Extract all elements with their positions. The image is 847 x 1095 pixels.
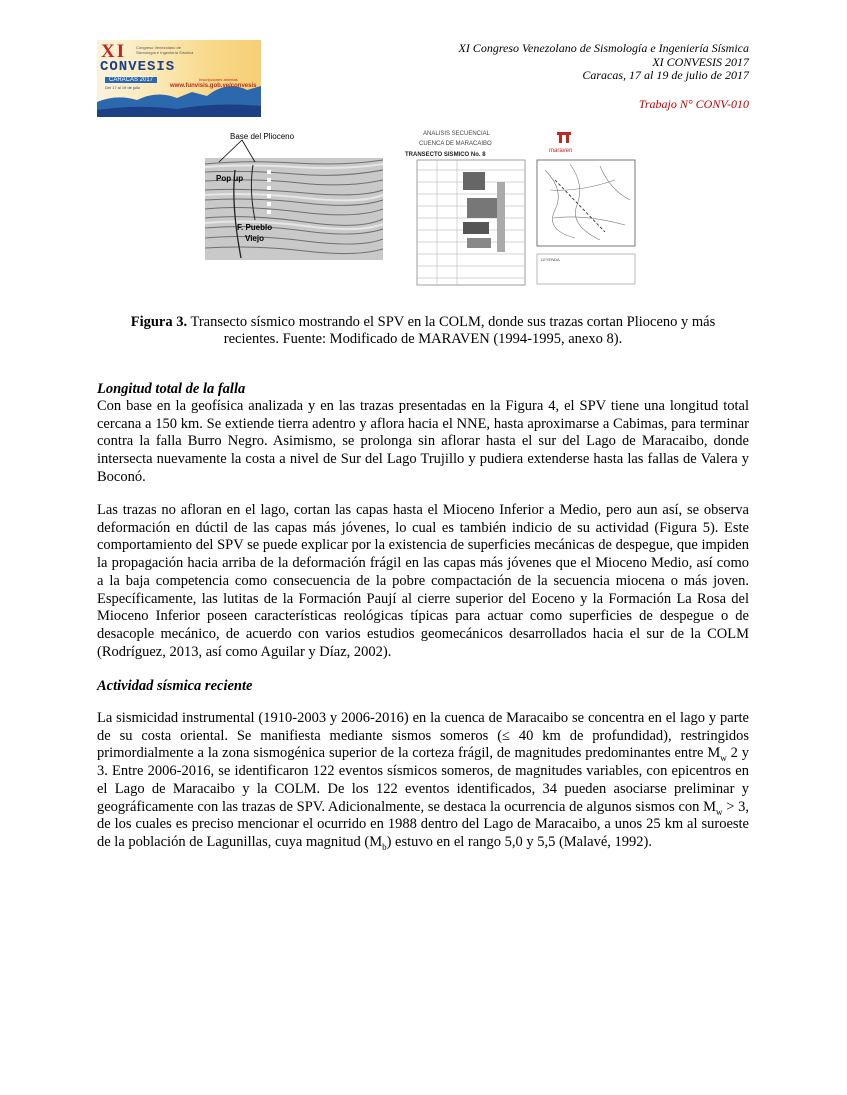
caption-line1: Transecto sísmico mostrando el SPV en la COLM, donde sus trazas cortan Plioceno y más xyxy=(187,314,716,330)
actividad-text-c: > 3, de los cuales es preciso mencionar el ocurrido en 1988 dentro del Lago de Maracaibo, a unos 25 km al suroeste de la población de Lagunillas, cuya magnitud (M xyxy=(97,798,749,850)
label-transecto: TRANSECTO SISMICO No. 8 xyxy=(405,152,486,158)
actividad-text-a: La sismicidad instrumental (1910-2003 y 2006-2016) en la cuenca de Maracaibo se concentra en el lago y parte de su costa oriental. Se manifiesta mediante sismos someros (≤ 40 km de profundidad), restringidos primordialmente a la zona sismogénica superior de la corteza frágil, de magnitudes predominantes entre M xyxy=(97,710,749,762)
caption-line2: recientes. Fuente: Modificado de MARAVEN (1994-1995, anexo 8). xyxy=(223,331,623,347)
label-base-plioceno: Base del Plioceno xyxy=(230,132,295,141)
actividad-text-d: ) estuvo en el rango 5,0 y 5,5 (Malavé, 1992). xyxy=(386,833,652,850)
caption-label: Figura 3. xyxy=(130,314,188,330)
paragraph-longitud-2: Las trazas no afloran en el lago, cortan las capas hasta el Mioceno Inferior a Medio, pero aun así, se observa deformación en dúctil de las capas más jóvenes, lo cual es también indicio de su actividad (Figura 5). Este comportamiento del SPV se puede explicar por la existencia de superficies mecánicas de despegue, que impiden la propagación hacia arriba de la deformación frágil en las capas más jóvenes que el Mioceno Medio, así como a la baja competencia como consecuencia de la pobre compactación de la secuencia miocena o más joven. Específicamente, las lutitas de la Formación Paují al cierre superior del Eoceno y la Formación La Rosa del Mioceno Inferior poseen características reológicas típicas para actuar como superficies de despegue o de desacople mecánico, de acuerdo con varios estudios geomecánicos desarrollados hacia el sur de la COLM (Rodríguez, 2013, así como Aguilar y Díaz, 2002). xyxy=(97,502,749,660)
logo-subtitle: Congreso Venezolano de Sismología e Ingeniería Sísmica xyxy=(136,45,194,55)
label-analisis: ANALISIS SECUENCIAL xyxy=(423,131,491,137)
subscript-w-2: w xyxy=(716,806,723,817)
paragraph-longitud-1: Con base en la geofísica analizada y en las trazas presentadas en la Figura 4, el SPV tiene una longitud total cercana a 150 km. Se extiende tierra adentro y aflora hacia el NNE, hasta aproximarse a Cabimas, para terminar contra la falla Burro Negro. Asimismo, se prolonga sin aflorar hasta el sur del Lago de Maracaibo, donde intersecta nuevamente la costa a nivel de Sur del Lago Trujillo y pudiera extenderse hasta las fallas de Valera y Boconó. xyxy=(97,398,749,485)
header-congress: XI Congreso Venezolano de Sismología e Ingeniería Sísmica xyxy=(458,41,749,55)
header-edition: XI CONVESIS 2017 xyxy=(652,55,749,69)
convesis-logo xyxy=(97,40,261,117)
logo-registration: Inscripciones abiertas xyxy=(199,77,238,82)
logo-dates: Del 17 al 19 de julio xyxy=(105,85,141,90)
figure-caption xyxy=(97,314,749,348)
stratigraphic-column xyxy=(405,131,525,285)
seismic-transect-figure xyxy=(205,130,641,290)
label-falla-line1: F. Pueblo xyxy=(237,223,273,232)
logo-xi: XI xyxy=(101,41,127,62)
header-place-date: Caracas, 17 al 19 de julio de 2017 xyxy=(582,68,749,82)
header-paper-number: Trabajo N° CONV-010 xyxy=(638,97,749,111)
label-falla-line2: Viejo xyxy=(245,234,264,243)
subscript-b: b xyxy=(382,841,387,852)
seismic-section xyxy=(205,132,383,260)
subscript-w-1: w xyxy=(720,753,727,764)
section-title-longitud: Longitud total de la falla xyxy=(97,381,246,397)
section-title-actividad: Actividad sísmica reciente xyxy=(97,678,253,694)
logo-badge: CARACAS 2017 xyxy=(105,77,157,83)
actividad-text-b: 2 y 3. Entre 2006-2016, se identificaron 122 eventos sísmicos someros, de magnitudes variables, con epicentros en el Lago de Maracaibo y la COLM. De los 122 eventos identificados, 34 pueden asociarse preliminar y geográficamente con las trazas de SPV. Adicionalmente, se destaca la ocurrencia de algunos sismos con M xyxy=(97,745,749,815)
label-leyenda: LEYENDA xyxy=(541,257,560,262)
label-pop-up: Pop up xyxy=(216,174,244,183)
paragraph-actividad xyxy=(97,710,749,852)
label-maraven: maraven xyxy=(549,148,573,154)
logo-url: www.funvisis.gob.ve/convesis xyxy=(170,83,257,89)
figure-3 xyxy=(205,130,641,290)
label-cuenca: CUENCA DE MARACAIBO xyxy=(419,141,492,147)
logo-convesis: CONVESIS xyxy=(100,59,176,75)
location-map xyxy=(537,132,635,284)
